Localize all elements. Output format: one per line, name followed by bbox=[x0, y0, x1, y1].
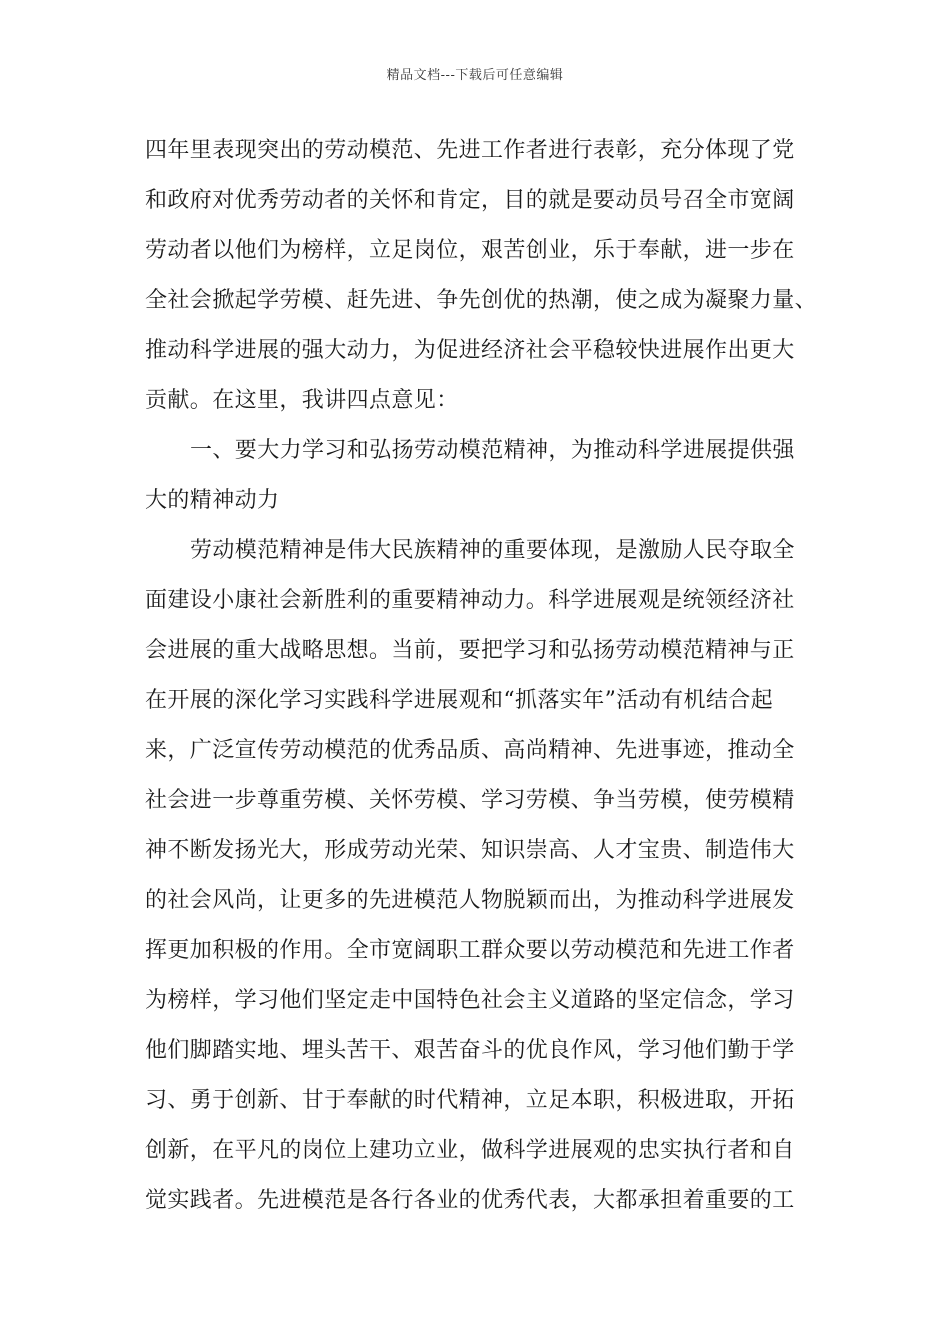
text-line: 在开展的深化学习实践科学进展观和“抓落实年”活动有机结合起 bbox=[145, 688, 774, 713]
text-line: 为榜样，学习他们坚定走中国特色社会主义道路的坚定信念，学习 bbox=[145, 988, 795, 1013]
text-line: 社会进一步尊重劳模、关怀劳模、学习劳模、争当劳模，使劳模精 bbox=[145, 788, 795, 813]
page-header: 精品文档---下载后可任意编辑 bbox=[386, 68, 564, 83]
text-line: 来，广泛宣传劳动模范的优秀品质、高尚精神、先进事迹，推动全 bbox=[145, 738, 795, 763]
text-line: 和政府对优秀劳动者的关怀和肯定，目的就是要动员号召全市宽阔 bbox=[145, 188, 795, 213]
section-heading: 一、要大力学习和弘扬劳动模范精神，为推动科学进展提供强 bbox=[190, 438, 795, 463]
text-line: 劳动者以他们为榜样，立足岗位，艰苦创业，乐于奉献，进一步在 bbox=[145, 238, 795, 263]
text-line: 觉实践者。先进模范是各行各业的优秀代表，大都承担着重要的工 bbox=[145, 1188, 795, 1213]
text-line: 会进展的重大战略思想。当前，要把学习和弘扬劳动模范精神与正 bbox=[145, 638, 795, 663]
text-line: 习、勇于创新、甘于奉献的时代精神，立足本职，积极进取，开拓 bbox=[145, 1088, 795, 1113]
section-heading-continued: 大的精神动力 bbox=[145, 488, 280, 513]
text-line: 推动科学进展的强大动力，为促进经济社会平稳较快进展作出更大 bbox=[145, 338, 795, 363]
text-line: 挥更加积极的作用。全市宽阔职工群众要以劳动模范和先进工作者 bbox=[145, 938, 795, 963]
text-line: 四年里表现突出的劳动模范、先进工作者进行表彰，充分体现了党 bbox=[145, 138, 795, 163]
text-line: 创新，在平凡的岗位上建功立业，做科学进展观的忠实执行者和自 bbox=[145, 1138, 795, 1163]
text-line: 的社会风尚，让更多的先进模范人物脱颖而出，为推动科学进展发 bbox=[145, 888, 795, 913]
text-line: 他们脚踏实地、埋头苦干、艰苦奋斗的优良作风，学习他们勤于学 bbox=[145, 1038, 795, 1063]
text-line: 全社会掀起学劳模、赶先进、争先创优的热潮，使之成为凝聚力量、 bbox=[145, 288, 818, 313]
document-body bbox=[145, 126, 825, 1226]
text-line: 面建设小康社会新胜利的重要精神动力。科学进展观是统领经济社 bbox=[145, 588, 795, 613]
text-line: 神不断发扬光大，形成劳动光荣、知识崇高、人才宝贵、制造伟大 bbox=[145, 838, 795, 863]
text-line: 贡献。在这里，我讲四点意见： bbox=[145, 388, 459, 413]
paragraph-start: 劳动模范精神是伟大民族精神的重要体现，是激励人民夺取全 bbox=[190, 538, 795, 563]
